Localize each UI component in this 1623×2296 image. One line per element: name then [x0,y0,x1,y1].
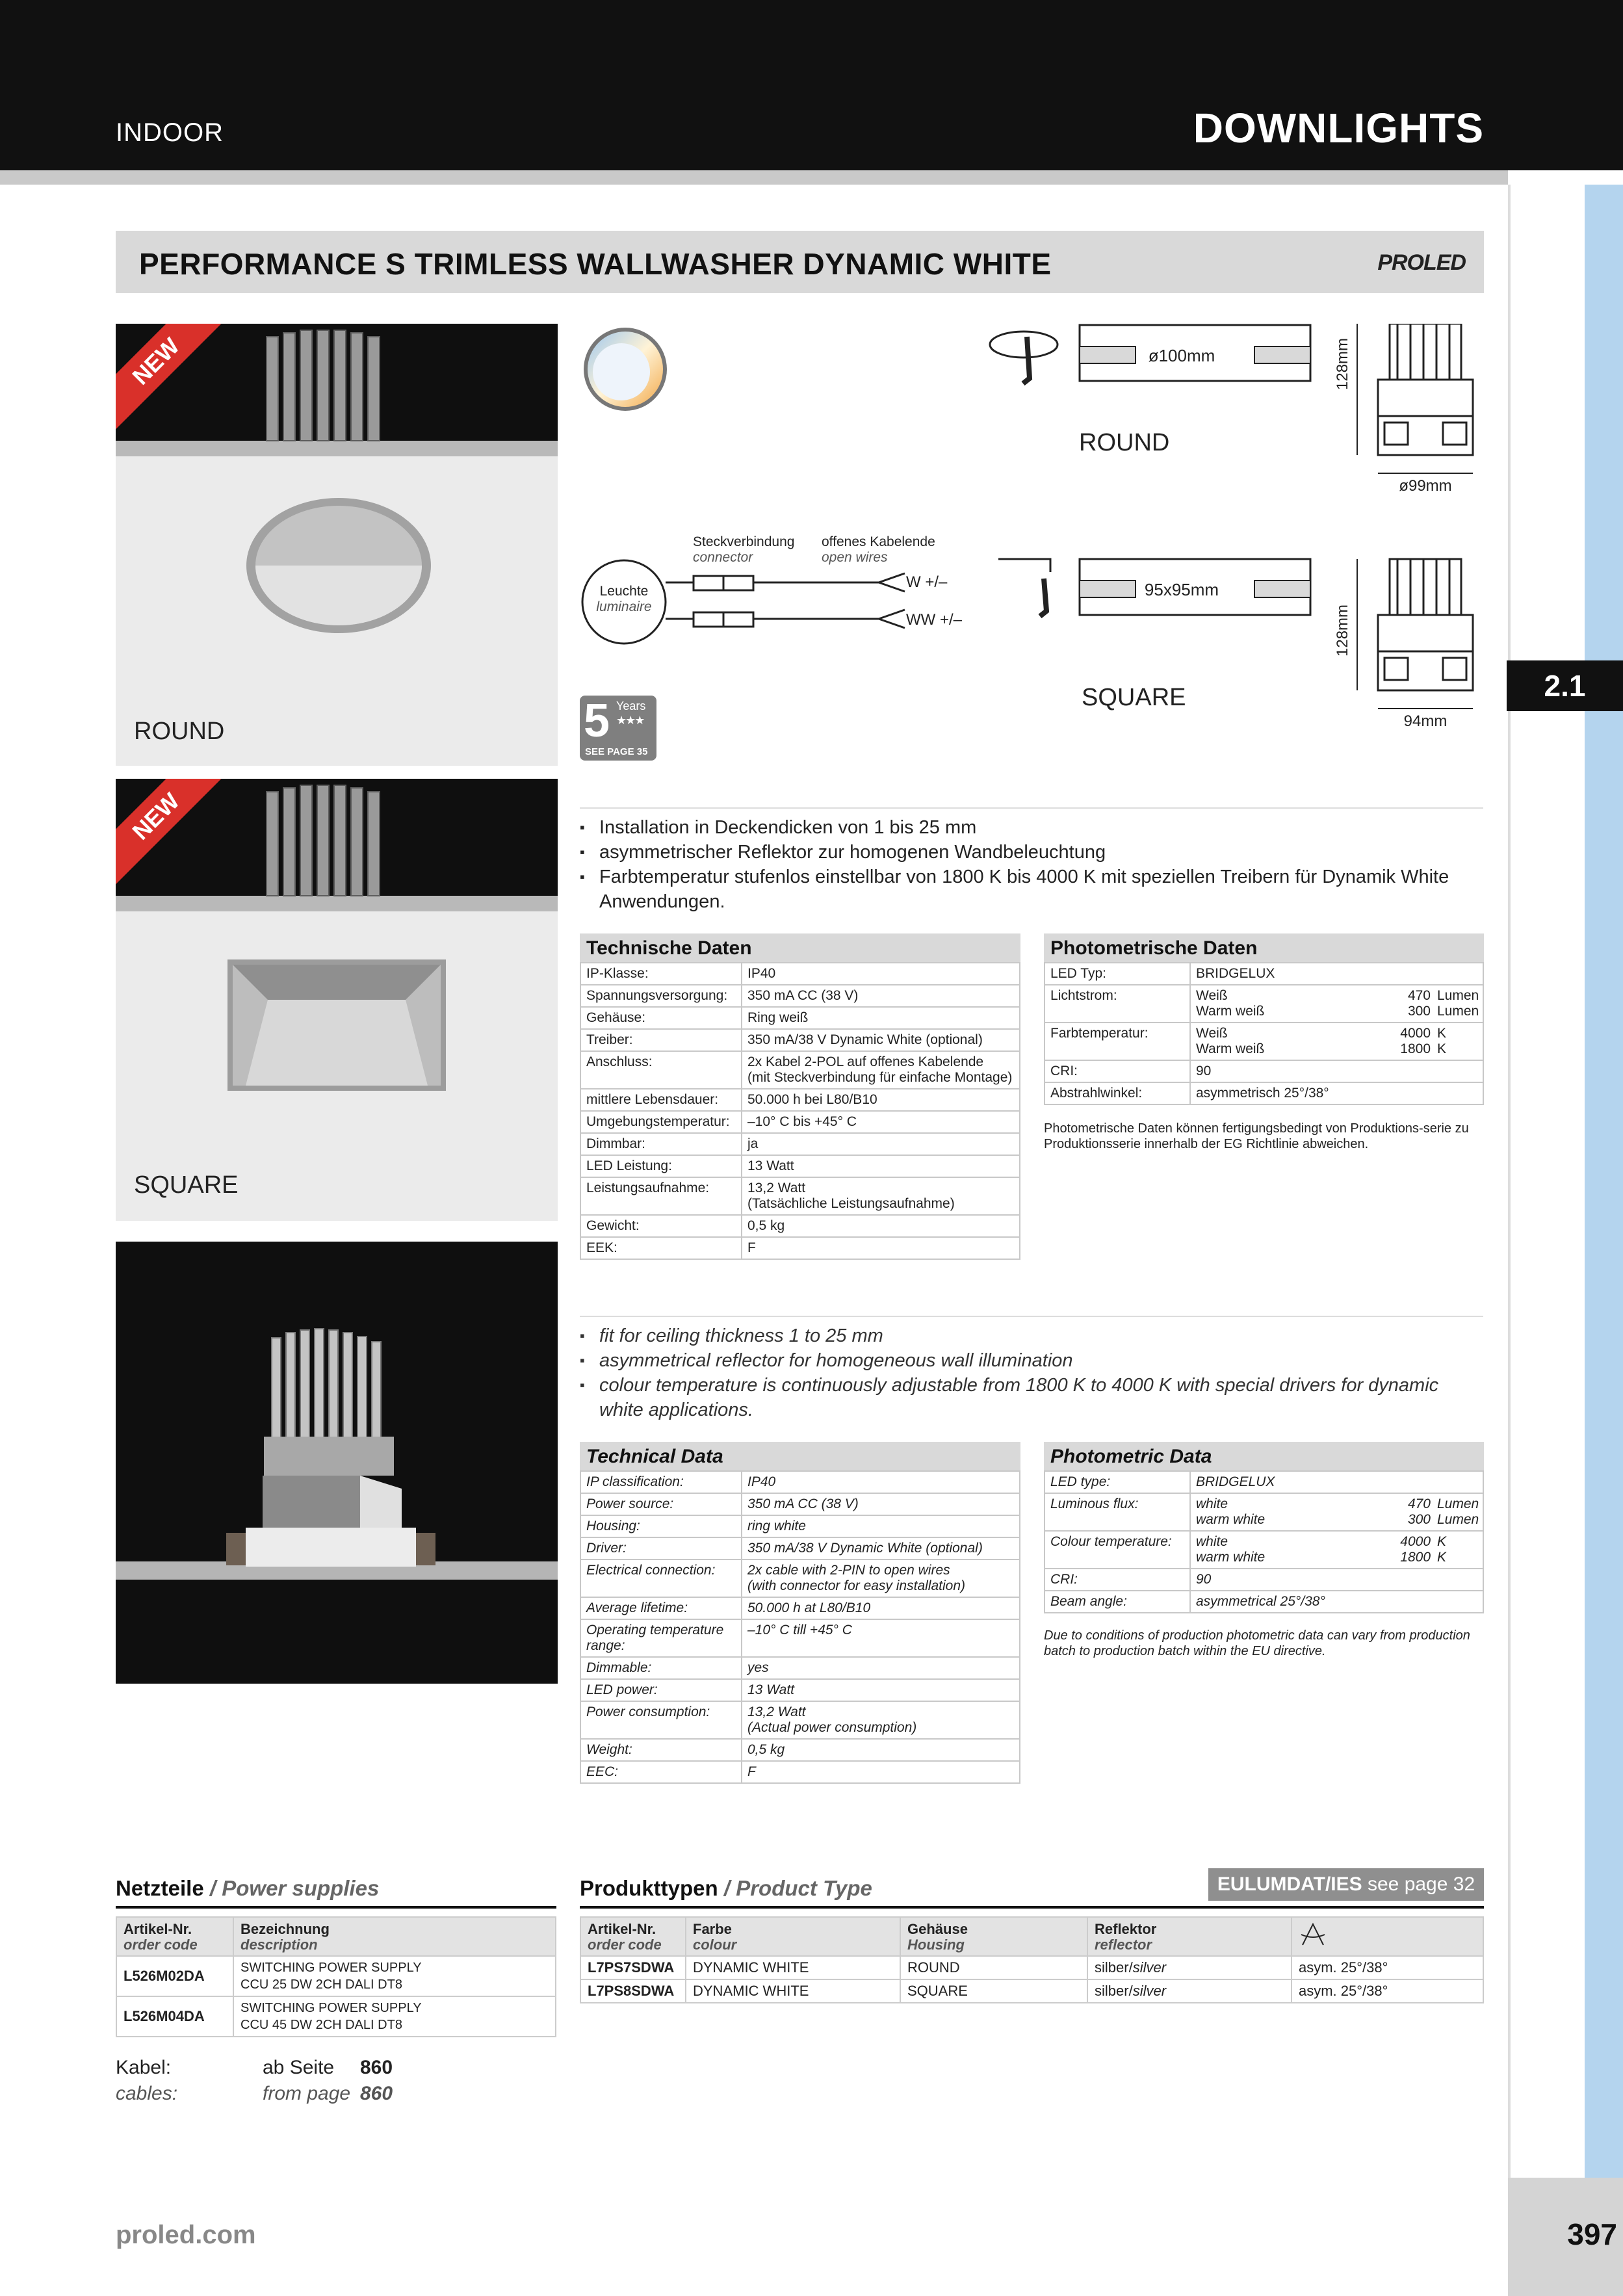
round-height-label: 128mm [1334,337,1351,390]
square-drawing-label: SQUARE [1082,684,1186,711]
table-row [1045,1023,1483,1060]
col-header-en: order code [588,1937,662,1953]
square-dimension-drawing [988,546,1495,741]
photometric-number: 4000 1800 [1400,1026,1431,1056]
col-header: Artikel-Nr. [588,1921,656,1937]
cables-from-en: from page [263,2083,351,2104]
table-title: Technical Data [580,1442,1020,1470]
spec-value: –10° C bis +45° C [742,1111,1020,1133]
photometric-value: Weiß Warm weiß [1196,988,1265,1019]
table-row [580,1133,1020,1155]
photometric-key: Abstrahlwinkel: [1045,1082,1190,1104]
connector-label-de: Steckverbindung [693,534,795,549]
table-title: Technische Daten [580,933,1020,962]
page-number: 397 [1567,2217,1617,2251]
photometric-key: Farbtemperatur: [1045,1023,1190,1060]
photometric-value: 90 [1196,1572,1212,1587]
chapter-color-strip [1585,185,1623,2178]
table-row [580,1657,1020,1679]
order-code: L526M02DA [116,1956,233,1996]
warranty-number: 5 [584,695,610,747]
col-header-en: order code [123,1937,198,1953]
photometric-value: asymmetrisch 25°/38° [1196,1086,1329,1101]
spec-key: Gehäuse: [580,1007,742,1029]
tech-data-table-en [580,1442,1020,1784]
table-row [1045,1591,1483,1613]
table-row[interactable] [116,1996,556,2037]
header-divider [0,170,1508,185]
photo-square [116,779,558,1221]
divider [580,1316,1483,1317]
photometric-key: Colour temperature: [1045,1531,1190,1569]
photometric-number [1385,1594,1431,1610]
section-title: DOWNLIGHTS [1193,105,1484,151]
photometric-key: Beam angle: [1045,1591,1190,1613]
order-code: L7PS7SDWA [580,1956,686,1979]
square-cutout-label: 95x95mm [1144,580,1219,599]
photometric-value-cell [1190,985,1483,1023]
margin-column [1508,185,1585,2178]
table-row [580,1597,1020,1619]
table-row [580,1679,1020,1701]
table-row [580,1739,1020,1761]
feature-list-de [580,815,1483,914]
photometric-value-cell [1190,1531,1483,1569]
photometric-key: CRI: [1045,1060,1190,1082]
table-row [580,1177,1020,1215]
table-row [580,1559,1020,1597]
description: SWITCHING POWER SUPPLY CCU 45 DW 2CH DALI DT8 [233,1996,556,2037]
round-cutout-label: ø100mm [1148,346,1215,365]
photo-side-view [116,1242,558,1684]
spec-value: ja [742,1133,1020,1155]
photometric-value-cell [1190,1569,1483,1591]
stars-icon: ★★★ [616,714,644,727]
product-title-bar [116,231,1484,293]
spec-key: Gewicht: [580,1215,742,1237]
photometric-unit [1431,1572,1477,1587]
table-row [580,1007,1020,1029]
spec-value: 13,2 Watt (Actual power consumption) [742,1701,1020,1739]
photometric-number: 4000 1800 [1400,1534,1431,1565]
spec-value: 50.000 h at L80/B10 [742,1597,1020,1619]
spec-value: 13,2 Watt (Tatsächliche Leistungsaufnahme) [742,1177,1020,1215]
beam-angle: asym. 25°/38° [1292,1956,1483,1979]
spec-key: Average lifetime: [580,1597,742,1619]
colour: DYNAMIC WHITE [686,1956,900,1979]
divider [580,807,1483,809]
cables-page-de[interactable]: 860 [360,2057,393,2078]
heading-en: / Product Type [723,1876,872,1900]
spec-key: Weight: [580,1739,742,1761]
table-row[interactable] [580,1979,1483,2003]
dynamic-white-icon [580,324,671,415]
photometric-value-cell [1190,1591,1483,1613]
new-badge: NEW [116,324,229,435]
housing: SQUARE [900,1979,1087,2003]
spec-key: LED Leistung: [580,1155,742,1177]
spec-key: EEK: [580,1237,742,1259]
photometric-unit [1431,966,1477,982]
spec-value: F [742,1761,1020,1783]
round-downlight-image [116,324,558,766]
spec-key: Umgebungstemperatur: [580,1111,742,1133]
col-header: Farbe [693,1921,732,1937]
table-row [580,1155,1020,1177]
housing: ROUND [900,1956,1087,1979]
feature-list-en [580,1324,1483,1422]
photometric-value-cell [1190,1060,1483,1082]
spec-value: 350 mA CC (38 V) [742,985,1020,1007]
square-height-label: 128mm [1334,604,1351,657]
col-header-en: description [240,1937,318,1953]
photometric-value-cell [1190,1471,1483,1493]
list-item: ▪ Installation in Deckendicken von 1 bis 25 mm [580,815,1483,840]
spec-value: F [742,1237,1020,1259]
table-row[interactable] [580,1956,1483,1979]
photometric-number: 470 300 [1407,988,1431,1019]
spec-key: Driver: [580,1537,742,1559]
table-row [580,1471,1020,1493]
spec-value: ring white [742,1515,1020,1537]
photometric-key: Luminous flux: [1045,1493,1190,1531]
spec-key: mittlere Lebensdauer: [580,1089,742,1111]
eulumdat-page: see page 32 [1367,1873,1475,1895]
power-supplies-table [116,1916,556,2037]
table-row [580,1089,1020,1111]
reflector-de: silber [1095,1983,1129,1999]
table-row [580,1111,1020,1133]
photometric-key: LED type: [1045,1471,1190,1493]
table-title: Photometric Data [1044,1442,1484,1470]
round-drawing-label: ROUND [1079,429,1170,456]
table-title: Photometrische Daten [1044,933,1484,962]
chapter-tab[interactable]: 2.1 [1507,660,1623,711]
connector-label-en: connector [693,550,753,565]
table-row [1045,1493,1483,1531]
photometric-key: LED Typ: [1045,963,1190,985]
table-row [580,985,1020,1007]
reflector [1087,1979,1292,2003]
cables-from-de: ab Seite [263,2057,335,2078]
new-badge: NEW [116,779,229,890]
spec-value: 0,5 kg [742,1739,1020,1761]
spec-value: IP40 [742,1471,1020,1493]
table-row [580,1051,1020,1089]
spec-key: EEC: [580,1761,742,1783]
spec-key: Dimmable: [580,1657,742,1679]
photometric-number [1385,1086,1431,1101]
spec-key: Spannungsversorgung: [580,985,742,1007]
spec-key: Housing: [580,1515,742,1537]
eulumdat-label: EULUMDAT/IES [1217,1873,1362,1895]
spec-key: Dimmbar: [580,1133,742,1155]
cables-page-en[interactable]: 860 [360,2083,393,2104]
photometric-value-cell [1190,1023,1483,1060]
spec-value: 350 mA CC (38 V) [742,1493,1020,1515]
photometric-number [1385,966,1431,982]
order-code: L526M04DA [116,1996,233,2037]
table-row [1045,1569,1483,1591]
description: SWITCHING POWER SUPPLY CCU 25 DW 2CH DALI DT8 [233,1956,556,1996]
order-code: L7PS8SDWA [580,1979,686,2003]
spec-value: –10° C till +45° C [742,1619,1020,1657]
photometric-unit [1431,1086,1477,1101]
separator: / [1128,1959,1133,1976]
square-width-label: 94mm [1403,712,1448,730]
photometric-value: Weiß Warm weiß [1196,1026,1265,1056]
photometric-value: white warm white [1196,1496,1266,1527]
wires-label-en: open wires [822,550,888,565]
table-row [1045,985,1483,1023]
table-row [580,1029,1020,1051]
spec-key: Operating temperature range: [580,1619,742,1657]
side-view-image [116,1242,558,1684]
photometric-key: Lichtstrom: [1045,985,1190,1023]
warranty-see-page: SEE PAGE 35 [585,746,648,757]
table-row [580,1537,1020,1559]
col-header-en: Housing [907,1937,965,1953]
photometric-number [1385,1474,1431,1490]
reflector-en: silver [1132,1983,1167,1999]
spec-value: Ring weiß [742,1007,1020,1029]
table-row [1045,963,1483,985]
beam-angle: asym. 25°/38° [1292,1979,1483,2003]
spec-key: Power consumption: [580,1701,742,1739]
spec-key: IP classification: [580,1471,742,1493]
luminaire-label-de: Leuchte [599,584,649,599]
colour: DYNAMIC WHITE [686,1979,900,2003]
photometric-table-en [1044,1442,1484,1613]
heading-de: Netzteile [116,1876,204,1900]
warranty-years: Years [616,699,646,712]
photo-square-label: SQUARE [134,1171,239,1199]
table-row [580,1701,1020,1739]
col-header: Reflektor [1095,1921,1157,1937]
product-types-heading [580,1876,872,1901]
spec-key: Anschluss: [580,1051,742,1089]
list-item: ▪ asymmetrical reflector for homogeneous wall illumination [580,1348,1483,1373]
spec-value: 50.000 h bei L80/B10 [742,1089,1020,1111]
photometric-value-cell [1190,1493,1483,1531]
table-row [580,963,1020,985]
photometric-table-de [1044,933,1484,1105]
photometric-unit: K K [1437,1026,1447,1056]
photometric-unit: Lumen Lumen [1437,988,1479,1019]
photometric-number [1385,1572,1431,1587]
table-row [580,1215,1020,1237]
heading-de: Produkttypen [580,1876,718,1900]
photometric-key: CRI: [1045,1569,1190,1591]
photo-round-label: ROUND [134,718,225,745]
list-item: ▪ asymmetrischer Reflektor zur homogenen Wandbeleuchtung [580,840,1483,865]
col-header: Bezeichnung [240,1921,330,1937]
product-types-table [580,1916,1484,2003]
power-supplies-heading [116,1876,379,1901]
table-row [580,1761,1020,1783]
col-header: Artikel-Nr. [123,1921,192,1937]
spec-key: Leistungsaufnahme: [580,1177,742,1215]
reflector [1087,1956,1292,1979]
category-label: INDOOR [116,118,224,147]
table-row [580,1493,1020,1515]
col-header: Gehäuse [907,1921,968,1937]
spec-value: IP40 [742,963,1020,985]
beam-angle-icon [1299,1922,1327,1948]
photometric-note-en: Due to conditions of production photometric data can vary from production batch to production batch within the EU directive. [1044,1628,1470,1658]
heading-en: / Power supplies [209,1876,380,1900]
separator: / [1128,1983,1133,1999]
photometric-value: white warm white [1196,1534,1266,1565]
spec-key: Treiber: [580,1029,742,1051]
spec-value: 0,5 kg [742,1215,1020,1237]
spec-value: 2x cable with 2-PIN to open wires (with connector for easy installation) [742,1559,1020,1597]
table-row [580,1515,1020,1537]
photometric-unit [1431,1594,1477,1610]
brand-logo: PROLED [1377,250,1466,275]
eulumdat-link[interactable] [1208,1868,1484,1901]
table-row [580,1619,1020,1657]
spec-value: yes [742,1657,1020,1679]
luminaire-label-en: luminaire [596,599,652,614]
table-row [1045,1060,1483,1082]
photometric-value: BRIDGELUX [1196,1474,1275,1489]
cables-label-de: Kabel: [116,2057,172,2078]
product-title: PERFORMANCE S TRIMLESS WALLWASHER DYNAMIC WHITE [139,247,1052,281]
photometric-unit [1431,1063,1477,1079]
spec-key: LED power: [580,1679,742,1701]
spec-key: Electrical connection: [580,1559,742,1597]
table-row [1045,1082,1483,1104]
square-downlight-image [116,779,558,1221]
photometric-unit: K K [1437,1534,1447,1565]
photometric-number: 470 300 [1407,1496,1431,1527]
reflector-de: silber [1095,1959,1129,1976]
divider [116,1906,556,1909]
w-wire-label: W +/– [906,573,948,591]
ww-wire-label: WW +/– [906,611,963,629]
cables-label-en: cables: [116,2083,178,2104]
photometric-unit: Lumen Lumen [1437,1496,1479,1527]
photometric-value: 90 [1196,1063,1212,1078]
tech-data-table-de [580,933,1020,1260]
divider [580,1906,1484,1909]
list-item: ▪ fit for ceiling thickness 1 to 25 mm [580,1324,1483,1348]
photometric-value-cell [1190,963,1483,985]
photometric-note-de: Photometrische Daten können fertigungsbedingt von Produktions-serie zu Produktionsserie innerhalb der EG Richtlinie abweichen. [1044,1121,1469,1151]
col-header-en: reflector [1095,1937,1152,1953]
footer-url[interactable]: proled.com [116,2221,256,2249]
table-row [1045,1471,1483,1493]
photometric-number [1385,1063,1431,1079]
photometric-value: BRIDGELUX [1196,966,1275,981]
spec-value: 13 Watt [742,1679,1020,1701]
wires-label-de: offenes Kabelende [822,534,935,549]
list-item: ▪ colour temperature is continuously adjustable from 1800 K to 4000 K with special drivers for dynamic white applications. [580,1373,1483,1422]
list-item: ▪ Farbtemperatur stufenlos einstellbar von 1800 K bis 4000 K mit speziellen Treibern für Dynamik White Anwendungen. [580,865,1483,914]
spec-key: Power source: [580,1493,742,1515]
table-row[interactable] [116,1956,556,1996]
warranty-badge[interactable] [580,696,656,761]
spec-key: IP-Klasse: [580,963,742,985]
table-row [1045,1531,1483,1569]
col-header-en: colour [693,1937,737,1953]
photo-round [116,324,558,766]
spec-value: 13 Watt [742,1155,1020,1177]
photometric-value: asymmetrical 25°/38° [1196,1594,1325,1609]
spec-value: 350 mA/38 V Dynamic White (optional) [742,1537,1020,1559]
spec-value: 2x Kabel 2-POL auf offenes Kabelende (mit Steckverbindung für einfache Montage) [742,1051,1020,1089]
photometric-value-cell [1190,1082,1483,1104]
reflector-en: silver [1132,1959,1167,1976]
spec-value: 350 mA/38 V Dynamic White (optional) [742,1029,1020,1051]
table-row [580,1237,1020,1259]
round-width-label: ø99mm [1399,477,1452,495]
photometric-unit [1431,1474,1477,1490]
